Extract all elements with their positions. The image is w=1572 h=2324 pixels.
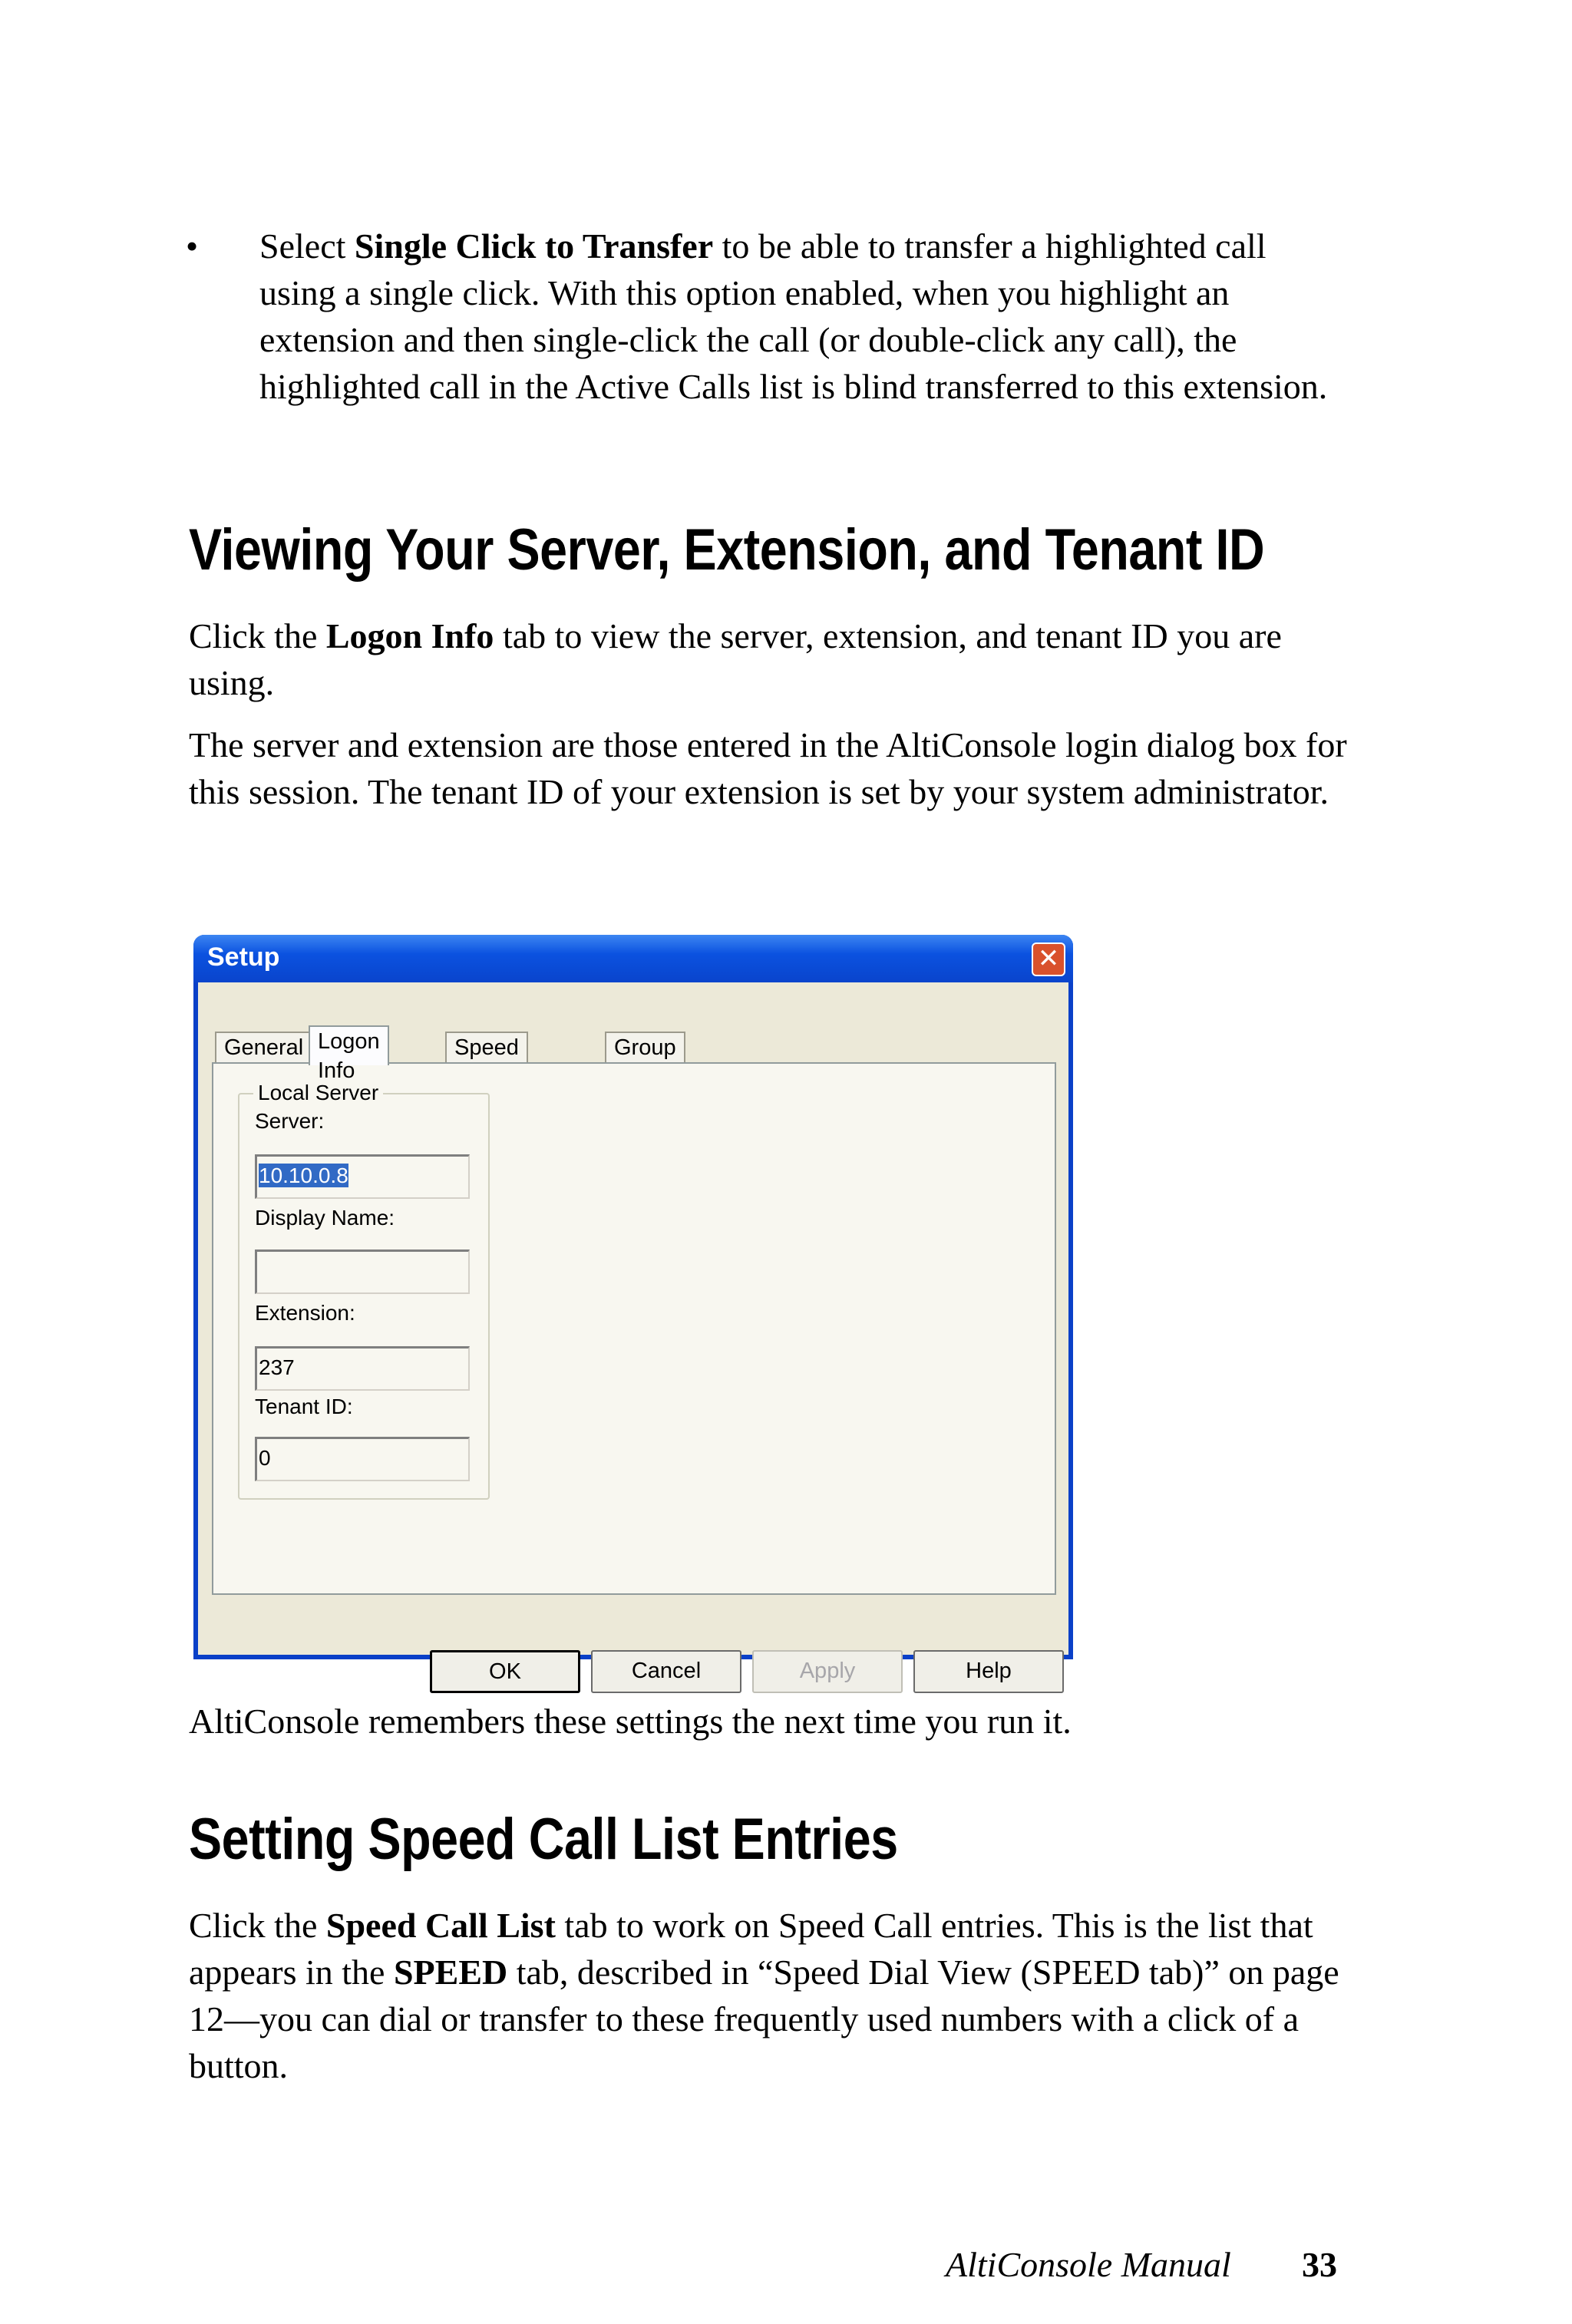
tenant-id-label: Tenant ID: bbox=[255, 1395, 353, 1418]
section-heading-speed-call: Setting Speed Call List Entries bbox=[189, 1807, 898, 1872]
bullet-paragraph: Select Single Click to Transfer to be able to transfer a highlighted call using a single click. With this option enabled, when you highlight an extension and then single-click the call (or double-click any call), the highlighted call in the Active Calls list is blind transferred to this extension. bbox=[259, 226, 1328, 406]
extension-field[interactable]: 237 bbox=[255, 1346, 470, 1391]
logon-info-panel bbox=[212, 1062, 1056, 1595]
display-name-label: Display Name: bbox=[255, 1206, 395, 1230]
bold-term: Single Click to Transfer bbox=[354, 226, 714, 266]
dialog-client-area bbox=[198, 982, 1068, 1684]
cancel-button[interactable]: Cancel bbox=[591, 1650, 741, 1693]
local-server-group bbox=[238, 1081, 490, 1500]
paragraph-remembers-settings: AltiConsole remembers these settings the next time you run it. bbox=[189, 1702, 1072, 1741]
paragraph-server-extension: The server and extension are those entered in the AltiConsole login dialog box for this session. The tenant ID of your extension is set by your system administrator. bbox=[189, 725, 1347, 811]
bullet-marker: • bbox=[186, 226, 199, 266]
dialog-title: Setup bbox=[207, 942, 280, 972]
group-label: Local Server bbox=[253, 1079, 383, 1107]
dialog-titlebar bbox=[193, 935, 1073, 982]
paragraph-speed-call: Click the Speed Call List tab to work on Speed Call entries. This is the list that appears in the SPEED tab, described in “Speed Dial View (SPEED tab)” on page 12—you can dial or transfer to these frequently used numbers with a click of a button. bbox=[189, 1906, 1339, 2085]
apply-button[interactable]: Apply bbox=[752, 1650, 903, 1693]
close-icon[interactable]: ✕ bbox=[1032, 942, 1065, 976]
footer-manual-title: AltiConsole Manual bbox=[946, 2245, 1231, 2284]
tab-speed-call-list[interactable]: Speed bbox=[445, 1032, 528, 1064]
ok-button[interactable]: OK bbox=[430, 1650, 580, 1693]
tenant-id-field[interactable]: 0 bbox=[255, 1437, 470, 1481]
tab-general[interactable]: General bbox=[215, 1032, 312, 1064]
paragraph-logon-tab: Click the Logon Info tab to view the server, extension, and tenant ID you are using. bbox=[189, 616, 1282, 702]
page-number: 33 bbox=[1302, 2245, 1337, 2284]
tab-group[interactable]: Group bbox=[605, 1032, 685, 1064]
display-name-field[interactable] bbox=[255, 1249, 470, 1294]
setup-dialog bbox=[193, 935, 1073, 1684]
extension-label: Extension: bbox=[255, 1301, 355, 1325]
help-button[interactable]: Help bbox=[913, 1650, 1064, 1693]
server-field[interactable]: 10.10.0.8 bbox=[255, 1154, 470, 1199]
server-label: Server: bbox=[255, 1109, 325, 1133]
section-heading-logon-info: Viewing Your Server, Extension, and Tenant ID bbox=[189, 517, 1265, 583]
tab-logon-info[interactable]: Logon Info bbox=[309, 1025, 389, 1065]
